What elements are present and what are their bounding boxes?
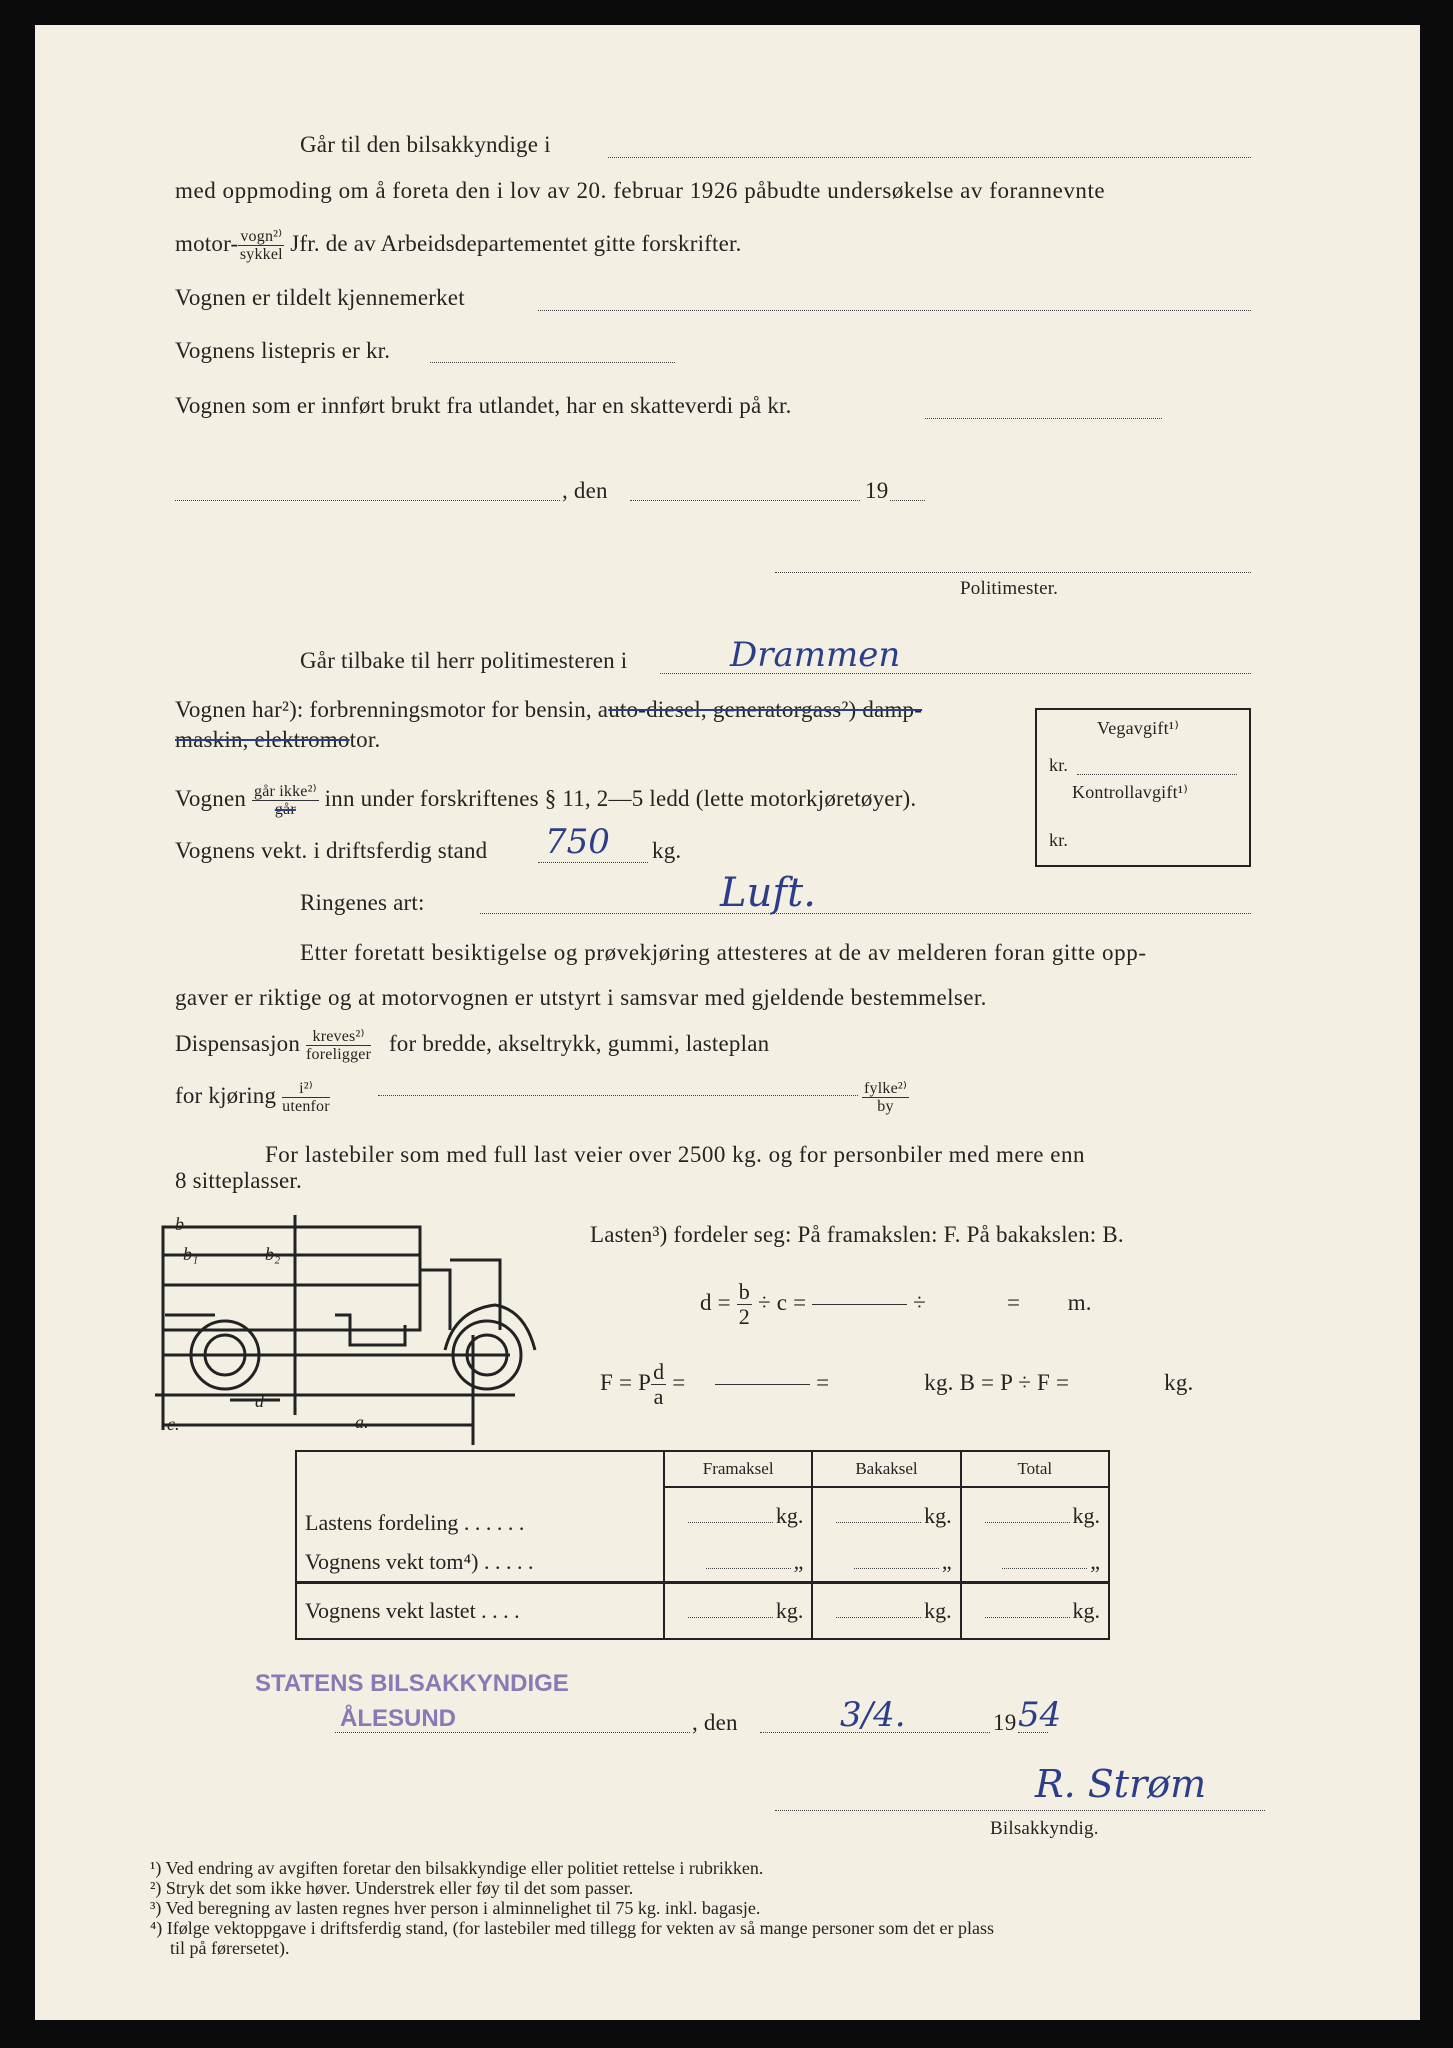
signature-line-bilsakkyndig[interactable] [775,1810,1265,1811]
field-driving[interactable] [378,1095,858,1096]
footnote-4-cont: til på førersetet). [170,1938,290,1958]
cell-input[interactable]: „ [664,1544,812,1583]
label-vegavgift: Vegavgift¹⁾ [1097,718,1179,738]
line-driving: for kjøring $\frac{\text{i²⁾}}{\text{utenfor}}$ [175,1080,330,1115]
signature-line-politimester[interactable] [775,572,1251,573]
lastebil-line-2: 8 sitteplasser. [175,1168,302,1193]
cell-input[interactable]: kg. [961,1487,1109,1544]
label-year: 19 [865,478,889,503]
footnote-1: ¹) Ved endring av avgiften foretar den bilsakkyndige eller politiet rettelse i rubrikken. [150,1858,764,1878]
label-den: , den [562,478,608,503]
field-weight[interactable] [538,862,648,863]
line-motor: motor- $\frac{\text{vogn²⁾}}{\text{sykkel}}$ Jfr. de av Arbeidsdepartementet gitte forskrifter. [175,228,742,263]
label-listepris: Vognens listepris er kr. [175,338,391,363]
label-politimester: Politimester. [960,578,1059,599]
footnote-4: ⁴) Ifølge vektoppgave i driftsferdig stand, (for lastebiler med tillegg for vekten av så mange personer som det er plass [150,1918,995,1938]
field-bilsakkyndige-place[interactable] [608,157,1251,158]
field-place[interactable] [175,500,560,501]
table-row [296,1487,1109,1544]
formula-d: d = $\frac{b}{2}$ ÷ c = ÷ = m. [700,1279,1092,1329]
label-bilsakkyndig: Bilsakkyndig. [990,1818,1099,1839]
svg-text:b₁: b₁ [183,1244,199,1264]
formula-f: F = P $\frac{d}{a}$ = = kg. B = P ÷ F = kg. [600,1359,1194,1409]
footnote-2: ²) Stryk det som ikke høver. Understrek eller føy til det som passer. [150,1878,634,1898]
field-year[interactable] [890,500,925,501]
handwritten-place: Drammen [730,635,901,675]
label-kjennemerket: Vognen er tildelt kjennemerket [175,285,465,310]
svg-text:d: d [255,1391,264,1411]
svg-text:b₂: b₂ [265,1244,281,1264]
table-row [296,1544,1109,1583]
weight-unit: kg. [652,838,682,863]
label-kontrollavgift: Kontrollavgift¹⁾ [1072,782,1188,802]
row-label: Vognens vekt tom⁴) . . . . . [305,1549,534,1575]
cell-input[interactable]: „ [812,1544,960,1583]
truck-diagram [155,1215,545,1445]
cell-input[interactable]: kg. [961,1583,1109,1640]
line-motor-type-2: maskin, elektromotor. [175,727,381,752]
attest-line-2: gaver er riktige og at motorvognen er utstyrt i samsvar med gjeldende bestemmelser. [175,985,987,1010]
field-date[interactable] [630,500,860,501]
label-return: Går tilbake til herr politimesteren i [300,648,628,673]
handwritten-year: 54 [1018,1695,1062,1735]
cell-input[interactable]: kg. [812,1487,960,1544]
label-lasten: Lasten³) fordeler seg: På framakslen: F. På bakakslen: B. [590,1222,1124,1247]
cell-input[interactable]: „ [961,1544,1109,1583]
field-kjennemerket[interactable] [538,310,1251,311]
line-motor-type: Vognen har²): forbrenningsmotor for bensin, auto-diesel, generatorgass²) damp- [175,697,923,722]
label-county: $\frac{\text{fylke²⁾}}{by}$ [864,1080,908,1115]
col-framaksel: Framaksel [664,1451,812,1487]
handwritten-weight: 750 [545,822,610,862]
label-skatteverdi: Vognen som er innført brukt fra utlandet, har en skatteverdi på kr. [175,393,792,418]
handwritten-tyres: Luft. [720,870,816,916]
line-bilsakkyndige: Går til den bilsakkyndige i [300,132,551,157]
line-dispensation: Dispensasjon $\frac{\text{kreves²⁾}}{\text{foreligger}}$ for bredde, akseltrykk, gummi, lasteplan [175,1028,770,1063]
svg-text:c.: c. [167,1414,180,1434]
stamp-line-2: ÅLESUND [340,1705,457,1732]
field-tyres[interactable] [480,913,1251,914]
label-kr1: kr. [1049,755,1069,775]
line-request: med oppmoding om å foreta den i lov av 20. februar 1926 påbudte undersøkelse av forannevnte [175,178,1106,203]
lastebil-line-1: For lastebiler som med full last veier over 2500 kg. og for personbiler med mere enn [265,1142,1085,1167]
cell-input[interactable]: kg. [812,1583,960,1640]
field-vegavgift[interactable] [1077,774,1237,775]
load-distribution-table [295,1450,1110,1640]
line-class: Vognen $\frac{\text{går ikke²⁾}}{\text{går}}$ inn under forskriftenes § 11, 2—5 ledd (lette motorkjøretøyer). [175,783,917,818]
footnote-3: ³) Ved beregning av lasten regnes hver person i alminnelighet til 75 kg. inkl. bagasje. [150,1898,761,1918]
stamp-line-1: STATENS BILSAKKYNDIGE [255,1670,569,1697]
row-label: Vognens vekt lastet . . . . [296,1583,664,1640]
handwritten-date: 3/4. [840,1695,906,1735]
label-kr2: kr. [1049,830,1069,850]
attest-line-1: Etter foretatt besiktigelse og prøvekjøring attesteres at de av melderen foran gitte opp- [300,940,1147,965]
label-sign-year: 19 [993,1710,1017,1735]
svg-text:b: b [175,1215,184,1234]
field-listepris[interactable] [430,362,675,363]
label-tyres: Ringenes art: [300,890,425,915]
fee-box [1035,708,1251,867]
col-total: Total [961,1451,1109,1487]
label-weight: Vognens vekt. i driftsferdig stand [175,838,488,863]
field-sign-place[interactable] [335,1732,690,1733]
label-sign-den: , den [692,1710,738,1735]
table-row [296,1583,1109,1640]
col-bakaksel: Bakaksel [812,1451,960,1487]
row-label: Lastens fordeling . . . . . . [305,1510,525,1536]
field-skatteverdi[interactable] [925,418,1162,419]
cell-input[interactable]: kg. [664,1583,812,1640]
svg-text:a.: a. [355,1412,369,1432]
cell-input[interactable]: kg. [664,1487,812,1544]
signature: R. Strøm [1035,1762,1207,1806]
